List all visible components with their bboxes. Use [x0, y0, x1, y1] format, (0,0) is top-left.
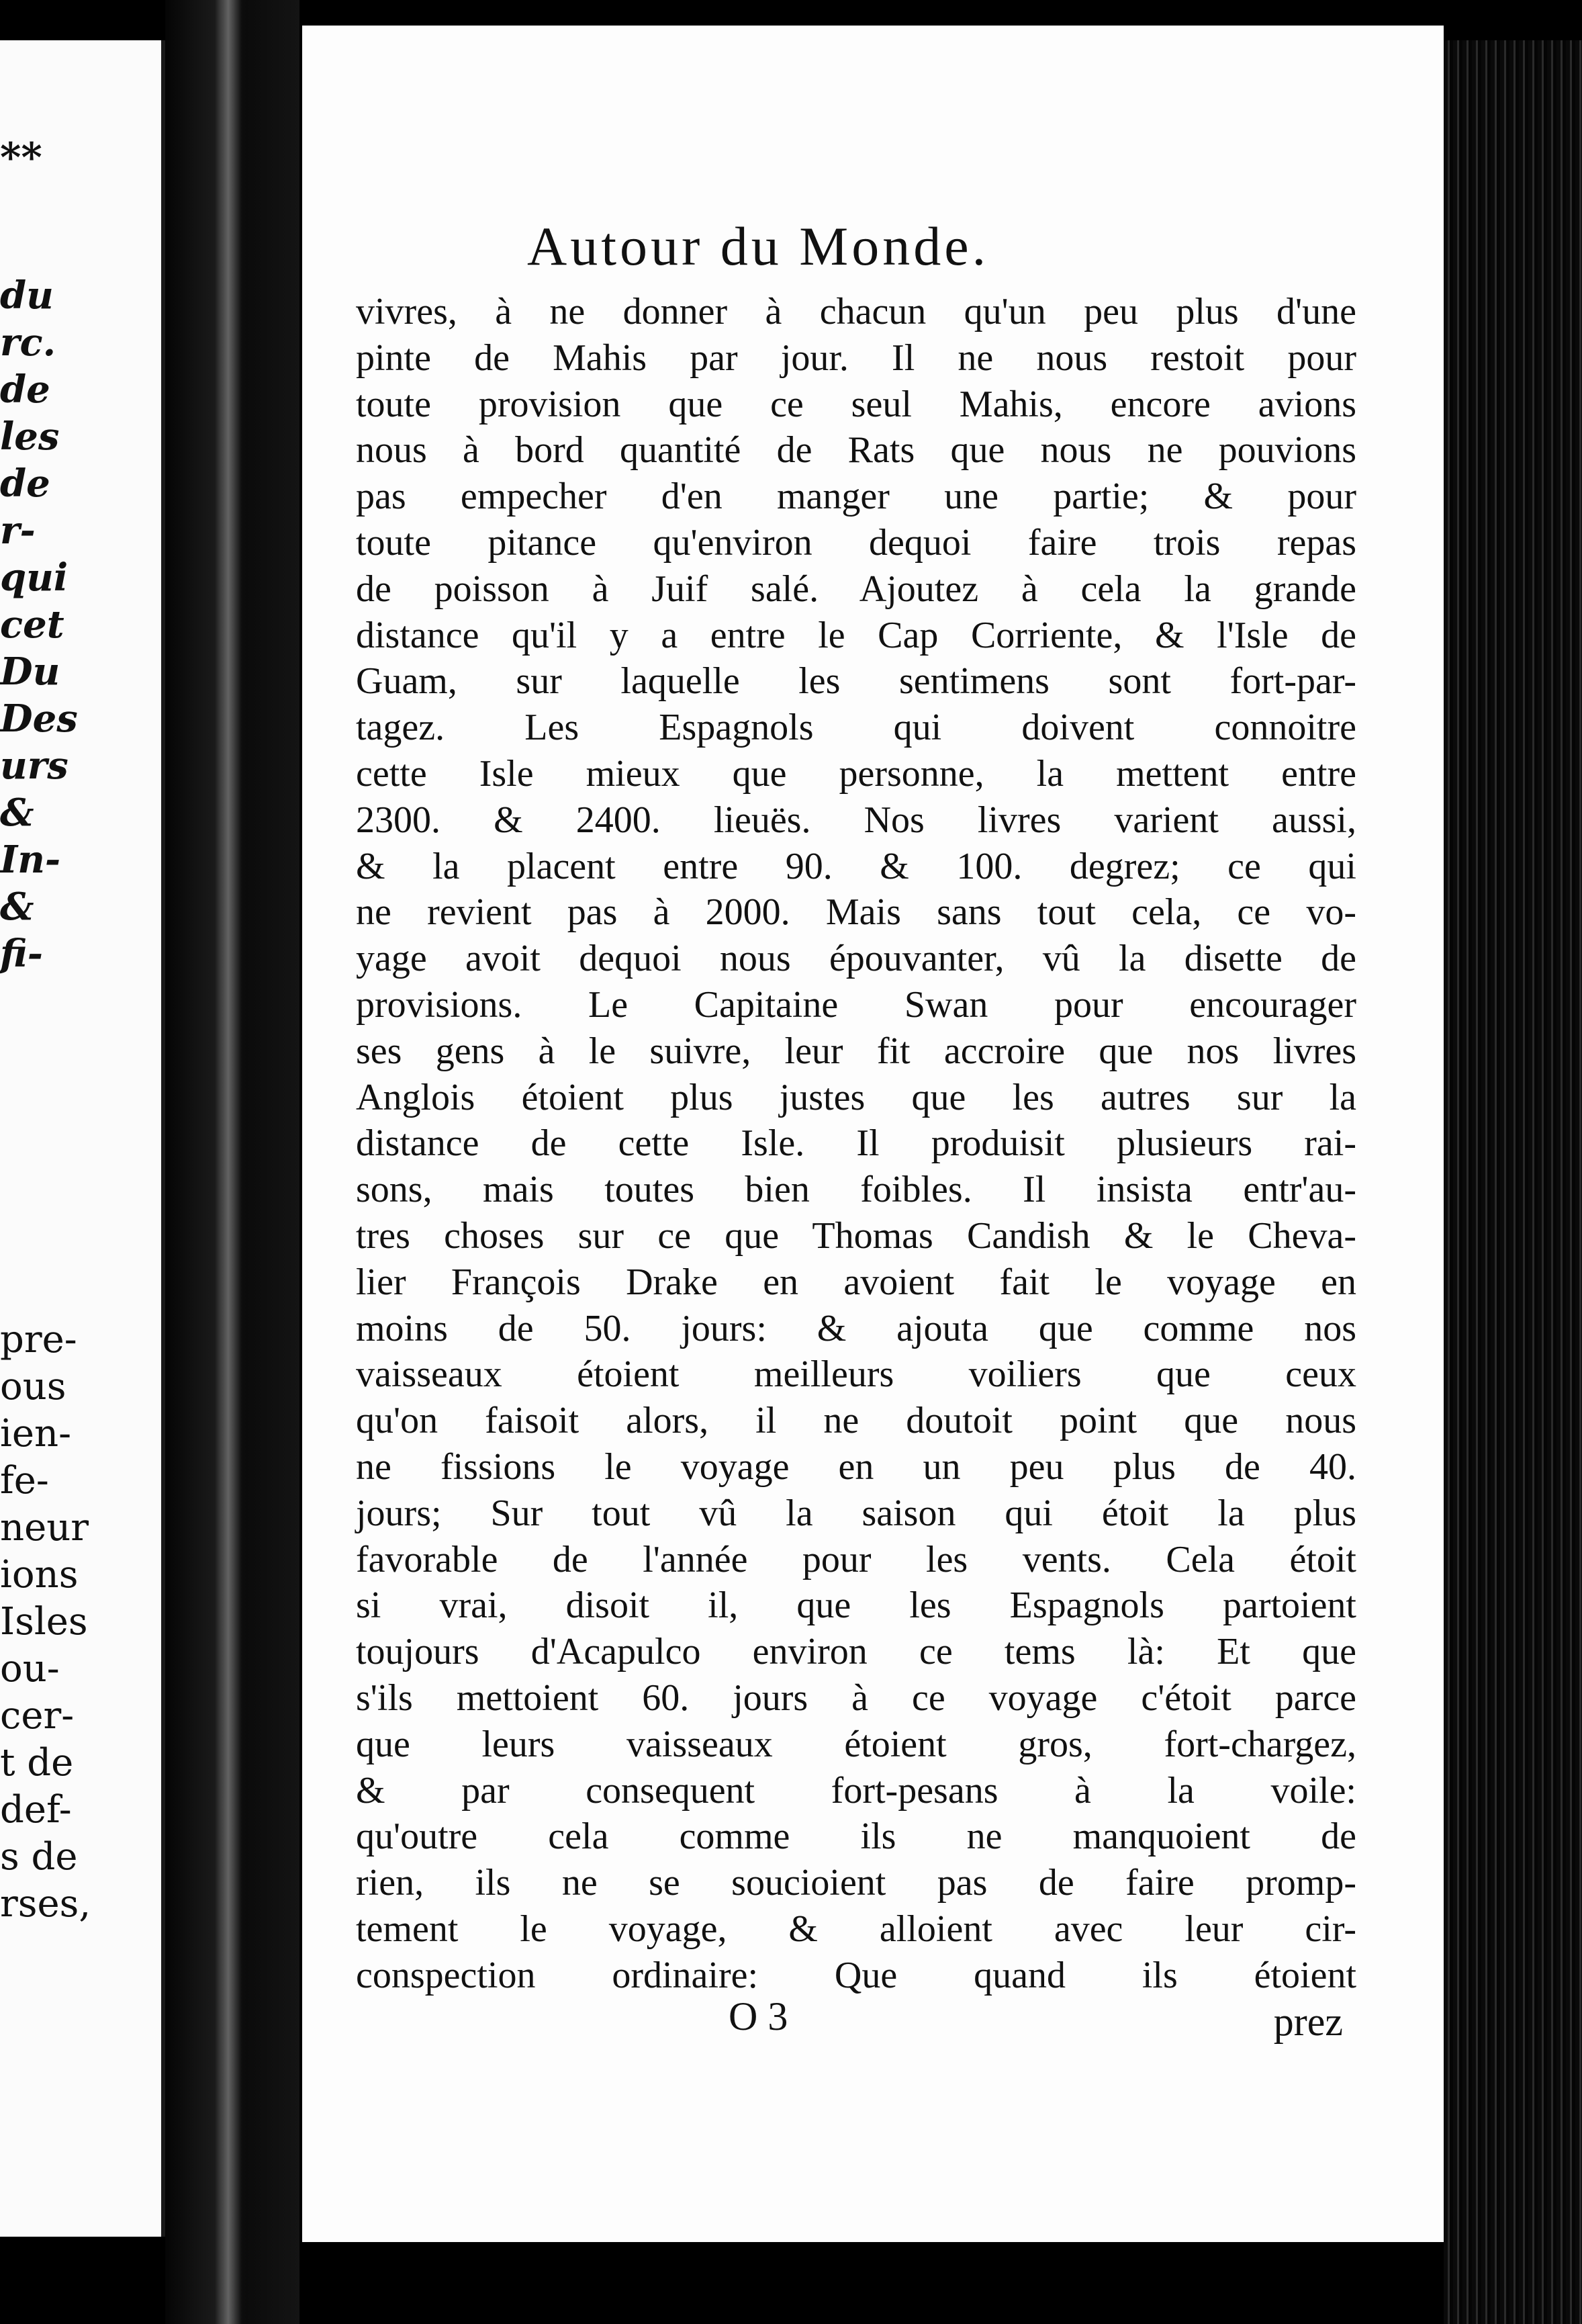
text-line: tement le voyage, & alloient avec leur cir-	[356, 1908, 1356, 1950]
left-page-text-fragment: Isles	[0, 1600, 88, 1644]
text-line: que leurs vaisseaux étoient gros, fort-chargez,	[356, 1723, 1356, 1765]
left-page-text-fragment: &	[0, 791, 34, 835]
text-line: vivres, à ne donner à chacun qu'un peu plus d'une	[356, 291, 1356, 332]
left-page-text-fragment: pre-	[0, 1318, 77, 1361]
page-header	[527, 215, 1571, 282]
left-page-text-fragment: ions	[0, 1553, 79, 1597]
text-line: s'ils mettoient 60. jours à ce voyage c'étoit parce	[356, 1677, 1356, 1719]
left-page-text-fragment: def-	[0, 1788, 72, 1832]
left-page-text-fragment: qui	[0, 555, 68, 600]
text-line: & par consequent fort-pesans à la voile:	[356, 1769, 1356, 1812]
text-line: si vrai, disoit il, que les Espagnols partoient	[356, 1584, 1356, 1627]
text-line: qu'outre cela comme ils ne manquoient de	[356, 1816, 1356, 1858]
left-page-text-fragment: ou-	[0, 1647, 60, 1691]
text-line: conspection ordinaire: Que quand ils étoient	[356, 1954, 1356, 1996]
catchword: prez	[1273, 2000, 1343, 2044]
text-line: moins de 50. jours: & ajouta que comme nos	[356, 1307, 1356, 1349]
text-line: favorable de l'année pour les vents. Cela étoit	[356, 1538, 1356, 1580]
left-page-text-fragment: s de	[0, 1835, 78, 1879]
text-line: rien, ils ne se soucioient pas de faire promp-	[356, 1862, 1356, 1904]
text-line: distance qu'il y a entre le Cap Corriente, & l'Isle de	[356, 614, 1356, 656]
signature-mark: O 3	[729, 1994, 788, 2039]
text-line: toute provision que ce seul Mahis, encore avions	[356, 383, 1356, 425]
page-footer	[356, 1994, 1356, 2054]
text-line: distance de cette Isle. Il produisit plusieurs rai-	[356, 1122, 1356, 1165]
main-page	[302, 26, 1444, 2242]
text-line: pas empecher d'en manger une partie; & pour	[356, 476, 1356, 518]
left-page-text-fragment: neur	[0, 1506, 89, 1550]
left-page-upper-text	[0, 272, 161, 977]
text-line: ne fissions le voyage en un peu plus de 40.	[356, 1445, 1356, 1488]
left-page-text-fragment: &	[0, 885, 34, 929]
text-line: & la placent entre 90. & 100. degrez; ce qui	[356, 845, 1356, 887]
text-line: cette Isle mieux que personne, la mettent entre	[356, 752, 1356, 795]
text-line: toute pitance qu'environ dequoi faire trois repas	[356, 521, 1356, 564]
text-line: nous à bord quantité de Rats que nous ne pouvions	[356, 429, 1356, 472]
left-page-text-fragment: fe-	[0, 1459, 49, 1503]
left-page-text-fragment: t de	[0, 1741, 74, 1785]
text-line: jours; Sur tout vû la saison qui étoit la plus	[356, 1492, 1356, 1534]
text-line: lier François Drake en avoient fait le voyage en	[356, 1261, 1356, 1303]
left-page-lower-text	[0, 1316, 161, 1928]
left-page-text-fragment: Du	[0, 650, 60, 694]
running-head: Autour du Monde.	[527, 216, 990, 277]
text-line: vaisseaux étoient meilleurs voiliers que ceux	[356, 1353, 1356, 1396]
text-line: sons, mais toutes bien foibles. Il insista entr'au-	[356, 1169, 1356, 1211]
left-page-text-fragment: Des	[0, 697, 78, 741]
left-page-text-fragment: de	[0, 461, 50, 506]
text-line: pinte de Mahis par jour. Il ne nous restoit pour	[356, 337, 1356, 379]
text-line: de poisson à Juif salé. Ajoutez à cela la grande	[356, 568, 1356, 610]
left-page-text-fragment: de	[0, 367, 50, 412]
text-line: toujours d'Acapulco environ ce tems là: Et que	[356, 1631, 1356, 1673]
body-text	[356, 289, 1356, 1998]
text-line: 2300. & 2400. lieuës. Nos livres varient aussi,	[356, 799, 1356, 841]
left-page-text-fragment: rc.	[0, 320, 56, 365]
left-page-text-fragment: du	[0, 273, 54, 318]
text-line: ne revient pas à 2000. Mais sans tout cela, ce vo-	[356, 891, 1356, 934]
left-page-text-fragment: les	[0, 414, 60, 459]
text-line: tagez. Les Espagnols qui doivent connoitre	[356, 707, 1356, 749]
left-page-text-fragment: ien-	[0, 1412, 72, 1456]
text-line: ses gens à le suivre, leur fit accroire que nos livres	[356, 1030, 1356, 1072]
left-page-text-fragment: cer-	[0, 1694, 75, 1738]
text-line: Guam, sur laquelle les sentimens sont fort-par-	[356, 660, 1356, 703]
left-page-text-fragment: r-	[0, 508, 36, 553]
left-page-fragment	[0, 40, 165, 2237]
page-edges	[1444, 40, 1582, 2324]
left-page-marker: **	[0, 134, 42, 181]
left-page-text-fragment: rses,	[0, 1882, 91, 1926]
gutter-highlight	[215, 0, 242, 2324]
left-page-text-fragment: cet	[0, 602, 64, 647]
text-line: qu'on faisoit alors, il ne doutoit point que nous	[356, 1400, 1356, 1442]
left-page-text-fragment: urs	[0, 744, 68, 788]
text-line: tres choses sur ce que Thomas Candish & le Cheva-	[356, 1214, 1356, 1257]
left-page-text-fragment: ous	[0, 1365, 66, 1409]
text-line: yage avoit dequoi nous épouvanter, vû la disette de	[356, 938, 1356, 980]
left-page-text-fragment: In-	[0, 838, 61, 882]
text-line: provisions. Le Capitaine Swan pour encourager	[356, 983, 1356, 1026]
left-page-text-fragment: fi-	[0, 932, 43, 976]
text-line: Anglois étoient plus justes que les autres sur la	[356, 1076, 1356, 1118]
